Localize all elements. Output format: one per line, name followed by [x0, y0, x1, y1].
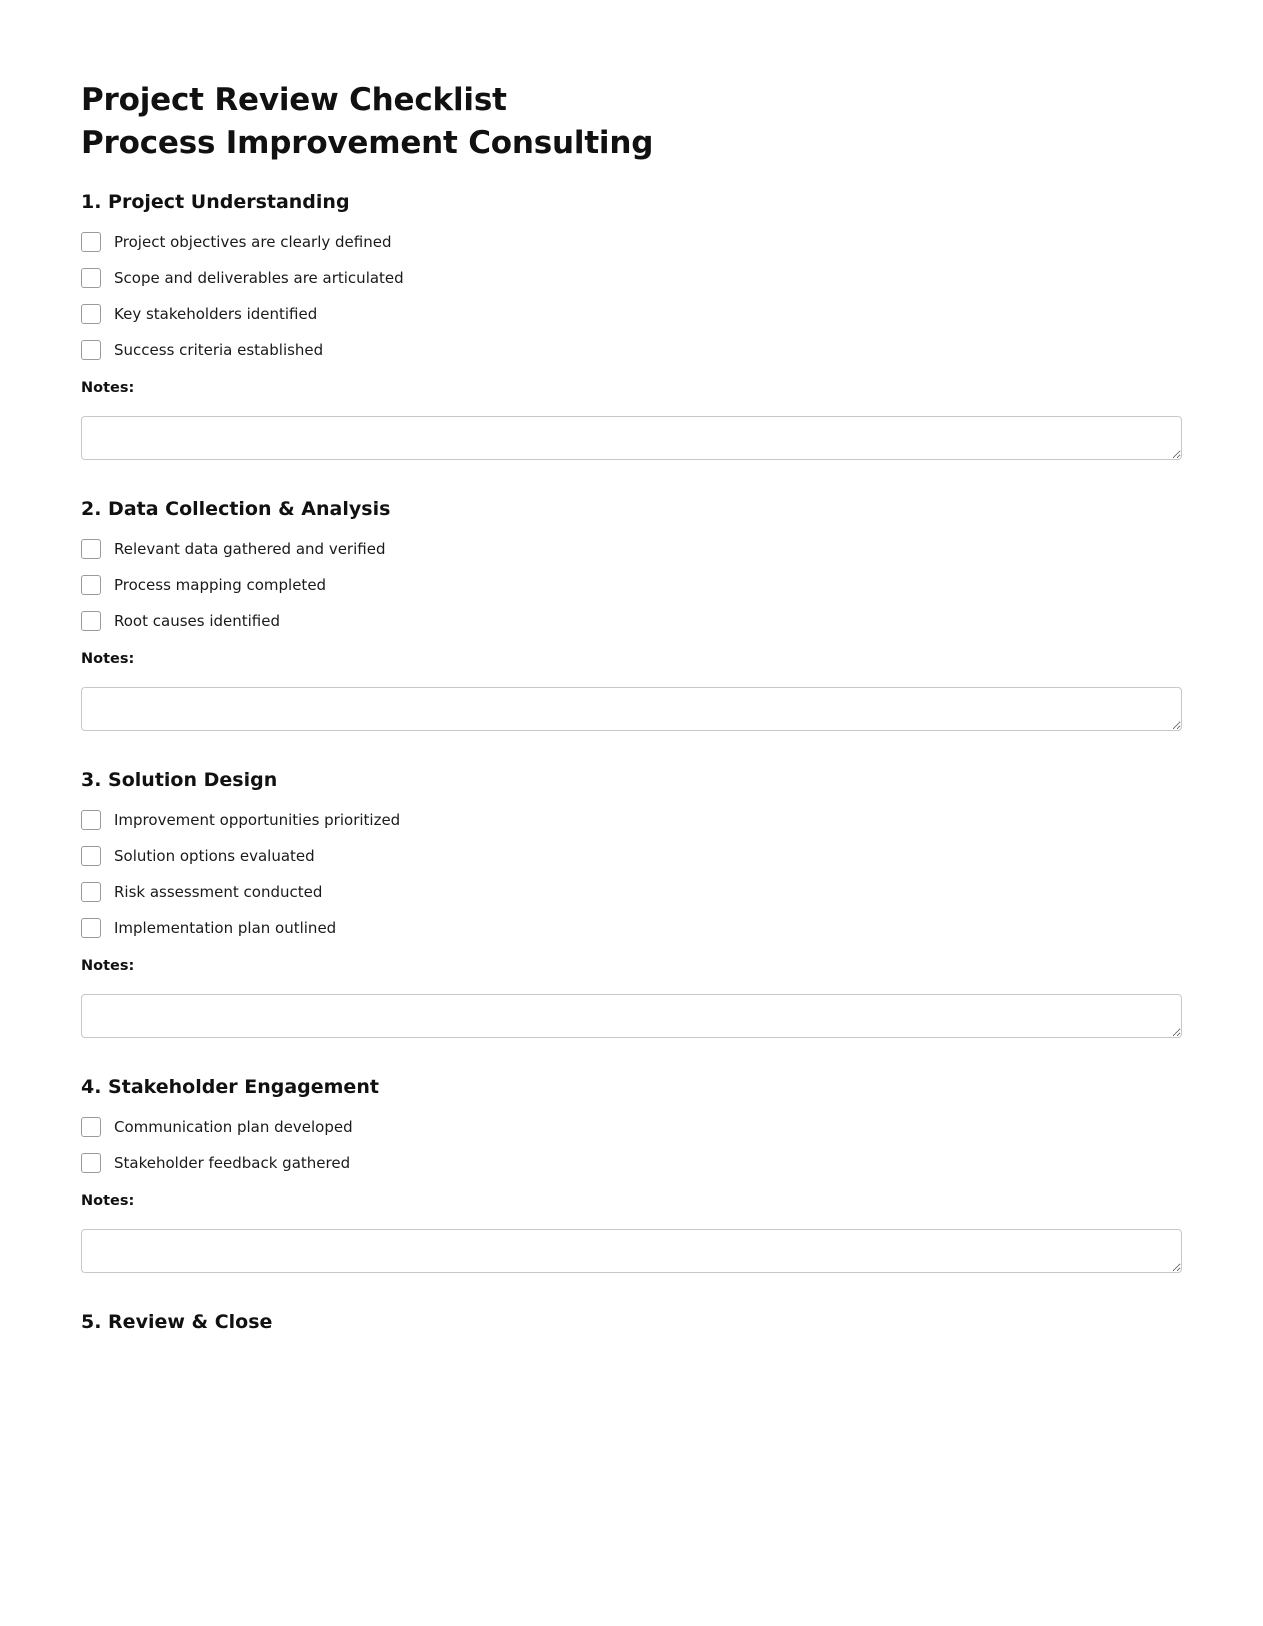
section-heading: 5. Review & Close: [81, 1311, 273, 1333]
checkbox[interactable]: [81, 304, 101, 324]
section-solution-design: [81, 768, 1182, 1038]
checkbox[interactable]: [81, 1153, 101, 1173]
section-stakeholder-engagement: [81, 1075, 1182, 1273]
checklist: [81, 1109, 1182, 1181]
notes-label: Notes:: [81, 380, 135, 396]
checklist-item-label[interactable]: Key stakeholders identified: [114, 305, 318, 323]
notes-label: Notes:: [81, 1193, 135, 1209]
checklist-item-label[interactable]: Root causes identified: [114, 612, 280, 630]
checkbox[interactable]: [81, 575, 101, 595]
checklist-item-label[interactable]: Risk assessment conducted: [114, 883, 323, 901]
section-heading: 2. Data Collection & Analysis: [81, 498, 391, 520]
checklist-item[interactable]: [81, 603, 1182, 639]
title-line-2: Process Improvement Consulting: [81, 125, 654, 161]
page-title: [81, 0, 1182, 165]
checkbox[interactable]: [81, 1117, 101, 1137]
checklist-page: [81, 0, 1182, 1333]
checkbox[interactable]: [81, 340, 101, 360]
checklist-item-label[interactable]: Project objectives are clearly defined: [114, 233, 392, 251]
section-project-understanding: [81, 190, 1182, 460]
section-review-close: [81, 1310, 1182, 1334]
checklist-item-label[interactable]: Process mapping completed: [114, 576, 327, 594]
notes-textarea[interactable]: [81, 687, 1182, 731]
checklist-item[interactable]: [81, 567, 1182, 603]
notes-textarea[interactable]: [81, 416, 1182, 460]
checklist-item[interactable]: [81, 531, 1182, 567]
checklist: [81, 802, 1182, 946]
checklist-item-label[interactable]: Solution options evaluated: [114, 847, 315, 865]
notes-textarea[interactable]: [81, 994, 1182, 1038]
checkbox[interactable]: [81, 918, 101, 938]
checklist-item[interactable]: [81, 332, 1182, 368]
checklist-item[interactable]: [81, 1145, 1182, 1181]
checklist-item-label[interactable]: Implementation plan outlined: [114, 919, 337, 937]
section-heading: 1. Project Understanding: [81, 191, 350, 213]
checklist-item[interactable]: [81, 838, 1182, 874]
checklist-item[interactable]: [81, 910, 1182, 946]
checklist-item[interactable]: [81, 224, 1182, 260]
notes-label: Notes:: [81, 651, 135, 667]
checklist-item-label[interactable]: Success criteria established: [114, 341, 324, 359]
checklist-item-label[interactable]: Scope and deliverables are articulated: [114, 269, 404, 287]
checkbox[interactable]: [81, 810, 101, 830]
checklist-item[interactable]: [81, 260, 1182, 296]
checklist-item-label[interactable]: Communication plan developed: [114, 1118, 353, 1136]
checklist: [81, 224, 1182, 368]
checklist-item[interactable]: [81, 296, 1182, 332]
checklist-item-label[interactable]: Stakeholder feedback gathered: [114, 1154, 351, 1172]
notes-label: Notes:: [81, 958, 135, 974]
checkbox[interactable]: [81, 232, 101, 252]
checklist-item-label[interactable]: Relevant data gathered and verified: [114, 540, 386, 558]
notes-textarea[interactable]: [81, 1229, 1182, 1273]
title-line-1: Project Review Checklist: [81, 82, 507, 118]
section-data-collection-analysis: [81, 497, 1182, 731]
checkbox[interactable]: [81, 539, 101, 559]
checklist-item[interactable]: [81, 874, 1182, 910]
checklist-item[interactable]: [81, 1109, 1182, 1145]
checkbox[interactable]: [81, 268, 101, 288]
checkbox[interactable]: [81, 611, 101, 631]
section-heading: 4. Stakeholder Engagement: [81, 1076, 379, 1098]
checklist: [81, 531, 1182, 639]
checklist-item[interactable]: [81, 802, 1182, 838]
checkbox[interactable]: [81, 882, 101, 902]
section-heading: 3. Solution Design: [81, 769, 278, 791]
checkbox[interactable]: [81, 846, 101, 866]
checklist-item-label[interactable]: Improvement opportunities prioritized: [114, 811, 401, 829]
